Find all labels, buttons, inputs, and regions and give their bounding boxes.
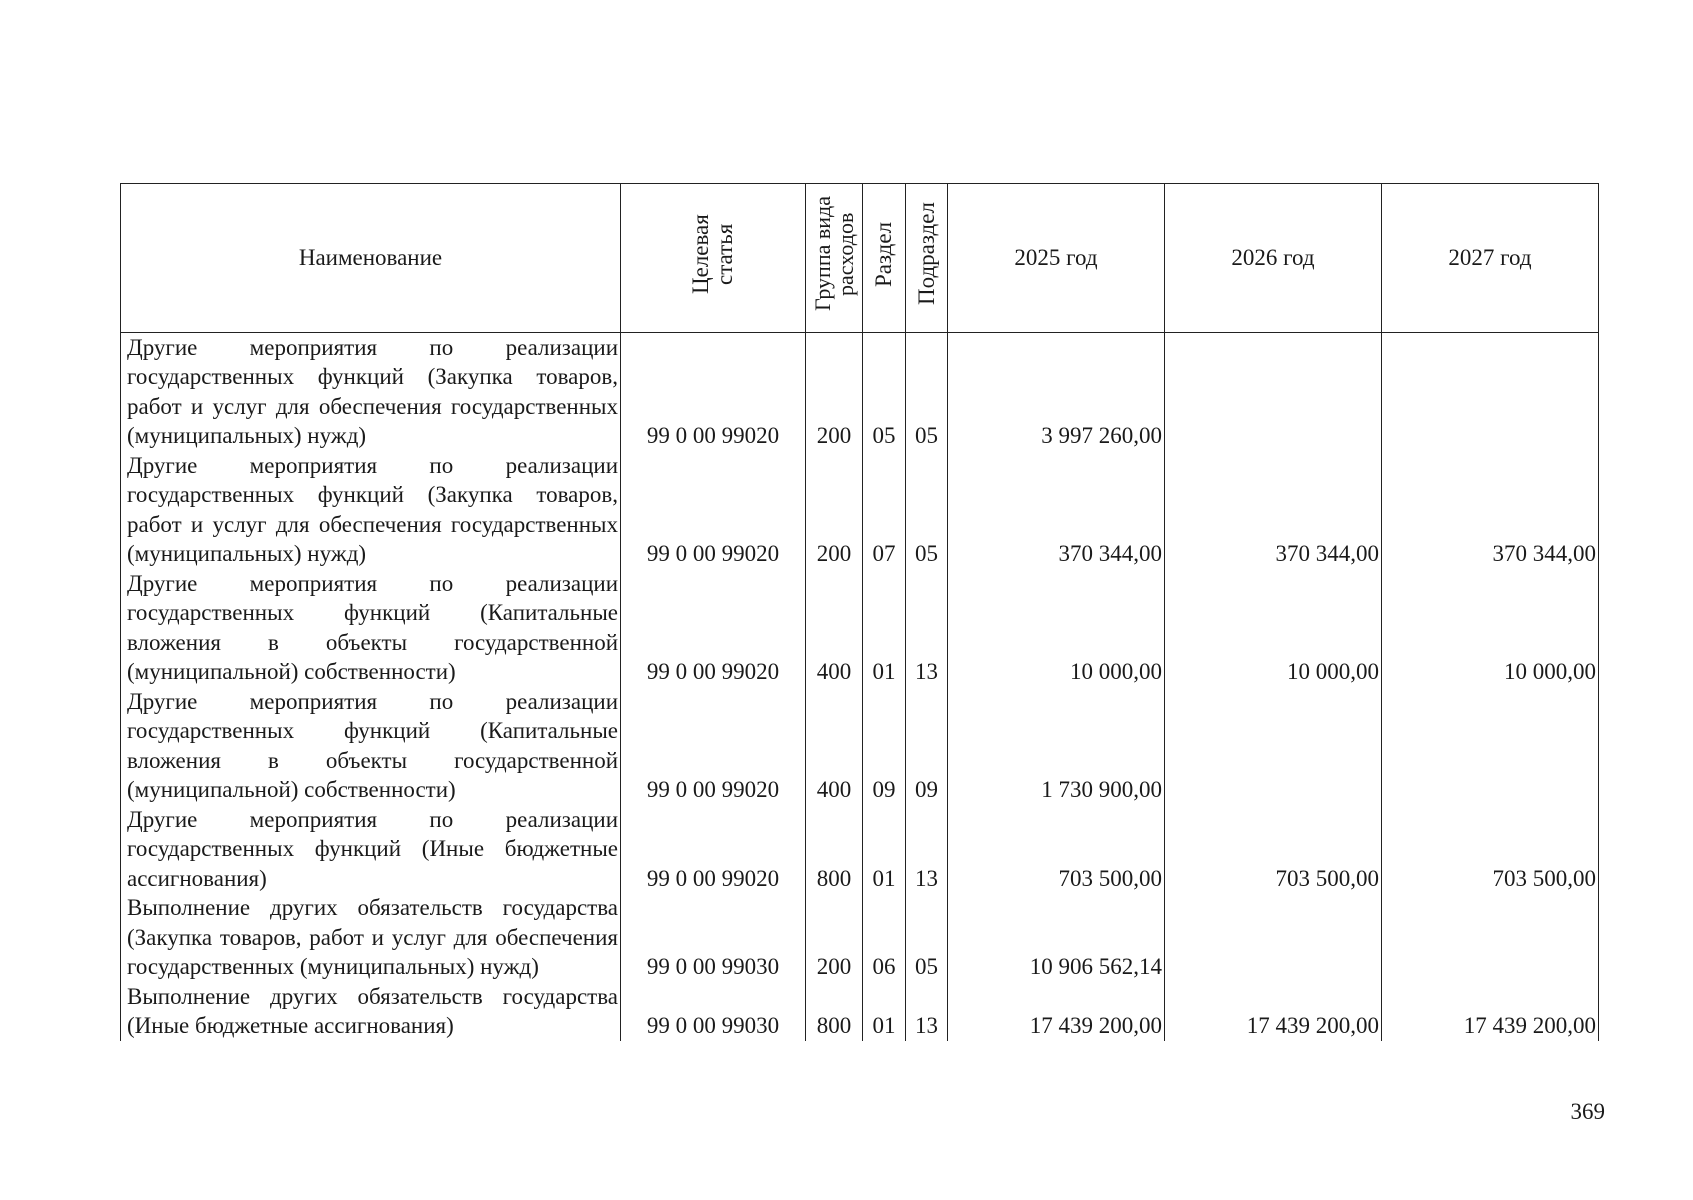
row-name-cell: Другие мероприятия по реализации государственных функций (Закупка товаров, работ и услуг для обеспечения государственных (муниципальных) нужд) xyxy=(121,332,621,451)
row-expense-group-cell: 200 xyxy=(806,332,863,451)
row-name-cell: Другие мероприятия по реализации государственных функций (Капитальные вложения в объекты государственной (муниципальной) собственности) xyxy=(121,687,621,805)
row-amount-2026-cell: 703 500,00 xyxy=(1165,805,1382,894)
row-amount-2026-cell: 370 344,00 xyxy=(1165,451,1382,569)
row-amount-2027-cell: 370 344,00 xyxy=(1382,451,1599,569)
row-name-cell: Выполнение других обязательств государства (Закупка товаров, работ и услуг для обеспечения государственных (муниципальных) нужд) xyxy=(121,893,621,982)
row-subsection-cell: 09 xyxy=(906,687,948,805)
header-year-2026: 2026 год xyxy=(1165,184,1382,333)
row-amount-2027-cell: 10 000,00 xyxy=(1382,569,1599,687)
row-target-article-cell: 99 0 00 99020 xyxy=(621,687,806,805)
row-expense-group-cell: 400 xyxy=(806,687,863,805)
row-amount-2025-cell: 370 344,00 xyxy=(948,451,1165,569)
row-expense-group-cell: 200 xyxy=(806,893,863,982)
row-section-cell: 06 xyxy=(863,893,906,982)
row-subsection-cell: 05 xyxy=(906,451,948,569)
table-row xyxy=(121,687,1599,805)
row-expense-group-cell: 800 xyxy=(806,805,863,894)
row-amount-2025-cell: 10 000,00 xyxy=(948,569,1165,687)
row-amount-2026-cell: 10 000,00 xyxy=(1165,569,1382,687)
row-section-cell: 01 xyxy=(863,805,906,894)
row-target-article-cell: 99 0 00 99030 xyxy=(621,893,806,982)
row-amount-2027-cell: 703 500,00 xyxy=(1382,805,1599,894)
row-expense-group-cell: 400 xyxy=(806,569,863,687)
header-section: Раздел xyxy=(863,184,906,333)
header-year-2027: 2027 год xyxy=(1382,184,1599,333)
row-subsection-cell: 05 xyxy=(906,893,948,982)
page-number: 369 xyxy=(1570,1099,1605,1124)
table-row xyxy=(121,451,1599,569)
row-section-cell: 05 xyxy=(863,332,906,451)
row-amount-2025-cell: 10 906 562,14 xyxy=(948,893,1165,982)
table-row xyxy=(121,569,1599,687)
row-section-cell: 01 xyxy=(863,569,906,687)
row-target-article-cell: 99 0 00 99020 xyxy=(621,805,806,894)
row-subsection-cell: 13 xyxy=(906,982,948,1041)
row-amount-2027-cell xyxy=(1382,687,1599,805)
row-amount-2025-cell: 703 500,00 xyxy=(948,805,1165,894)
header-name: Наименование xyxy=(121,184,621,333)
row-section-cell: 01 xyxy=(863,982,906,1041)
row-section-cell: 09 xyxy=(863,687,906,805)
table-header-row xyxy=(121,184,1599,333)
row-section-cell: 07 xyxy=(863,451,906,569)
header-target-article: Целевая статья xyxy=(621,184,806,333)
table-body xyxy=(121,332,1599,1041)
row-subsection-cell: 13 xyxy=(906,805,948,894)
row-target-article-cell: 99 0 00 99020 xyxy=(621,451,806,569)
row-amount-2025-cell: 17 439 200,00 xyxy=(948,982,1165,1041)
header-expense-group: Группа вида расходов xyxy=(806,184,863,333)
row-name-cell: Другие мероприятия по реализации государственных функций (Закупка товаров, работ и услуг для обеспечения государственных (муниципальных) нужд) xyxy=(121,451,621,569)
row-amount-2027-cell xyxy=(1382,332,1599,451)
row-name-cell: Другие мероприятия по реализации государственных функций (Капитальные вложения в объекты государственной (муниципальной) собственности) xyxy=(121,569,621,687)
row-name-cell: Выполнение других обязательств государства (Иные бюджетные ассигнования) xyxy=(121,982,621,1041)
row-subsection-cell: 13 xyxy=(906,569,948,687)
row-amount-2026-cell: 17 439 200,00 xyxy=(1165,982,1382,1041)
row-amount-2025-cell: 3 997 260,00 xyxy=(948,332,1165,451)
row-target-article-cell: 99 0 00 99020 xyxy=(621,569,806,687)
row-expense-group-cell: 200 xyxy=(806,451,863,569)
budget-table xyxy=(120,183,1599,1041)
row-amount-2026-cell xyxy=(1165,893,1382,982)
table-row xyxy=(121,982,1599,1041)
row-target-article-cell: 99 0 00 99030 xyxy=(621,982,806,1041)
row-name-cell: Другие мероприятия по реализации государственных функций (Иные бюджетные ассигнования) xyxy=(121,805,621,894)
row-amount-2027-cell xyxy=(1382,893,1599,982)
header-subsection: Подраздел xyxy=(906,184,948,333)
table-row xyxy=(121,805,1599,894)
row-amount-2026-cell xyxy=(1165,332,1382,451)
row-expense-group-cell: 800 xyxy=(806,982,863,1041)
table-row xyxy=(121,332,1599,451)
header-year-2025: 2025 год xyxy=(948,184,1165,333)
row-amount-2025-cell: 1 730 900,00 xyxy=(948,687,1165,805)
row-target-article-cell: 99 0 00 99020 xyxy=(621,332,806,451)
row-amount-2026-cell xyxy=(1165,687,1382,805)
row-amount-2027-cell: 17 439 200,00 xyxy=(1382,982,1599,1041)
table-row xyxy=(121,893,1599,982)
row-subsection-cell: 05 xyxy=(906,332,948,451)
